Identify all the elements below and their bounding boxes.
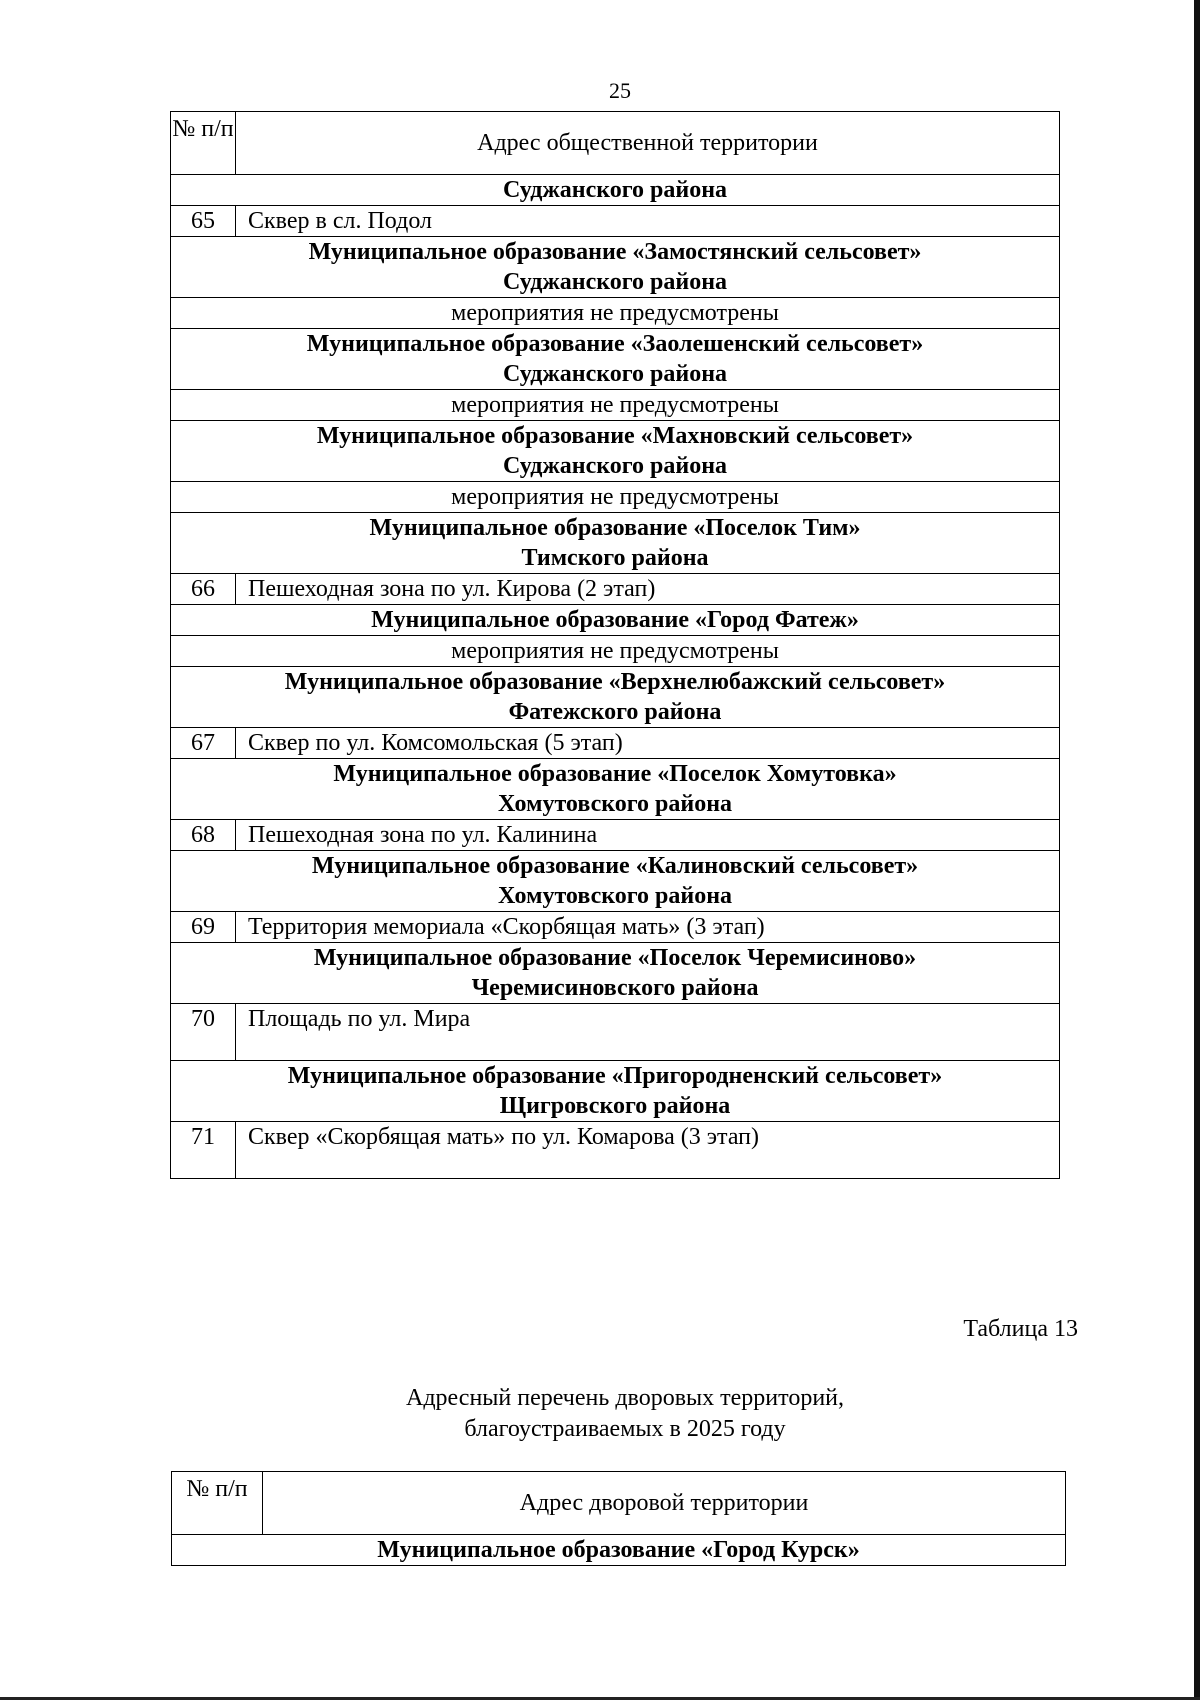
section-heading-line: Хомутовского района	[497, 791, 733, 817]
section-heading-line: Муниципальное образование «Поселок Тим»	[369, 515, 861, 541]
section-heading	[171, 605, 1060, 636]
row-number: 66	[171, 574, 236, 605]
section-row	[172, 1535, 1066, 1566]
table-row	[171, 574, 1060, 605]
section-heading	[171, 175, 1060, 206]
section-heading-line: Муниципальное образование «Калиновский сельсовет»	[311, 853, 919, 879]
section-heading-line: Щигровского района	[499, 1093, 731, 1119]
page-number: 25	[609, 78, 631, 103]
section-heading-line: Суджанского района	[502, 453, 728, 479]
section-heading-line: Черемисиновского района	[471, 975, 759, 1001]
territory-address: Площадь по ул. Мира	[236, 1004, 1060, 1061]
section-heading-line: Суджанского района	[502, 361, 728, 387]
section-row	[171, 759, 1060, 820]
section-row	[171, 1061, 1060, 1122]
section-heading-line: Муниципальное образование «Пригородненский сельсовет»	[287, 1063, 943, 1089]
territory-address: Пешеходная зона по ул. Калинина	[236, 820, 1060, 851]
table-row	[171, 1004, 1060, 1061]
section-heading	[171, 851, 1060, 912]
section-heading	[171, 667, 1060, 728]
territory-address: Пешеходная зона по ул. Кирова (2 этап)	[236, 574, 1060, 605]
section-heading	[171, 759, 1060, 820]
row-number: 67	[171, 728, 236, 759]
territory-address: Территория мемориала «Скорбящая мать» (3 этап)	[236, 912, 1060, 943]
table-header-row	[171, 112, 1060, 175]
header-num	[172, 1472, 263, 1535]
header-num-label: № п/п	[172, 116, 234, 142]
table-row	[171, 912, 1060, 943]
section-heading	[171, 943, 1060, 1004]
section-heading-line: Суджанского района	[502, 269, 728, 295]
row-number: 65	[171, 206, 236, 237]
public-territories-table	[170, 111, 1060, 1179]
no-activities-text: мероприятия не предусмотрены	[171, 390, 1060, 421]
territory-address: Сквер в сл. Подол	[236, 206, 1060, 237]
no-activities-row	[171, 636, 1060, 667]
section-heading-line: Хомутовского района	[497, 883, 733, 909]
section-row	[171, 943, 1060, 1004]
document-title	[0, 1383, 1200, 1445]
section-heading-line: Муниципальное образование «Замостянский сельсовет»	[308, 239, 922, 265]
section-row	[171, 237, 1060, 298]
section-row	[171, 421, 1060, 482]
section-heading-line: Муниципальное образование «Город Курск»	[377, 1537, 860, 1563]
no-activities-row	[171, 390, 1060, 421]
yard-territories-table	[171, 1471, 1066, 1566]
territory-address: Сквер «Скорбящая мать» по ул. Комарова (3 этап)	[236, 1122, 1060, 1179]
section-heading-line: Суджанского района	[502, 177, 728, 203]
section-row	[171, 605, 1060, 636]
section-heading-line: Тимского района	[521, 545, 709, 571]
section-row	[171, 851, 1060, 912]
section-heading-line: Муниципальное образование «Заолешенский сельсовет»	[306, 331, 924, 357]
row-number: 69	[171, 912, 236, 943]
row-number: 70	[171, 1004, 236, 1061]
section-row	[171, 513, 1060, 574]
no-activities-row	[171, 482, 1060, 513]
section-row	[171, 329, 1060, 390]
section-heading	[171, 237, 1060, 298]
header-num-label: № п/п	[186, 1476, 248, 1502]
table-header-row	[172, 1472, 1066, 1535]
section-heading-line: Муниципальное образование «Город Фатеж»	[371, 607, 859, 633]
no-activities-text: мероприятия не предусмотрены	[171, 482, 1060, 513]
section-heading	[171, 513, 1060, 574]
section-heading	[171, 1061, 1060, 1122]
table-row	[171, 728, 1060, 759]
row-number: 68	[171, 820, 236, 851]
table-row	[171, 1122, 1060, 1179]
table-row	[171, 820, 1060, 851]
title-line-2: благоустраиваемых в 2025 году	[464, 1416, 786, 1442]
header-address: Адрес общественной территории	[236, 112, 1060, 175]
section-heading	[171, 421, 1060, 482]
section-heading-line: Фатежского района	[508, 699, 722, 725]
section-heading-line: Муниципальное образование «Махновский сельсовет»	[316, 423, 914, 449]
section-heading	[172, 1535, 1066, 1566]
title-line-1: Адресный перечень дворовых территорий,	[406, 1385, 844, 1411]
section-row	[171, 175, 1060, 206]
section-row	[171, 667, 1060, 728]
header-address: Адрес дворовой территории	[263, 1472, 1066, 1535]
row-number: 71	[171, 1122, 236, 1179]
no-activities-row	[171, 298, 1060, 329]
header-num	[171, 112, 236, 175]
table-row	[171, 206, 1060, 237]
scan-edge	[1194, 0, 1200, 1700]
section-heading-line: Муниципальное образование «Поселок Хомутовка»	[333, 761, 897, 787]
no-activities-text: мероприятия не предусмотрены	[171, 636, 1060, 667]
section-heading-line: Муниципальное образование «Верхнелюбажский сельсовет»	[284, 669, 946, 695]
table-label: Таблица 13	[963, 1316, 1078, 1342]
no-activities-text: мероприятия не предусмотрены	[171, 298, 1060, 329]
section-heading	[171, 329, 1060, 390]
section-heading-line: Муниципальное образование «Поселок Черемисиново»	[313, 945, 917, 971]
territory-address: Сквер по ул. Комсомольская (5 этап)	[236, 728, 1060, 759]
